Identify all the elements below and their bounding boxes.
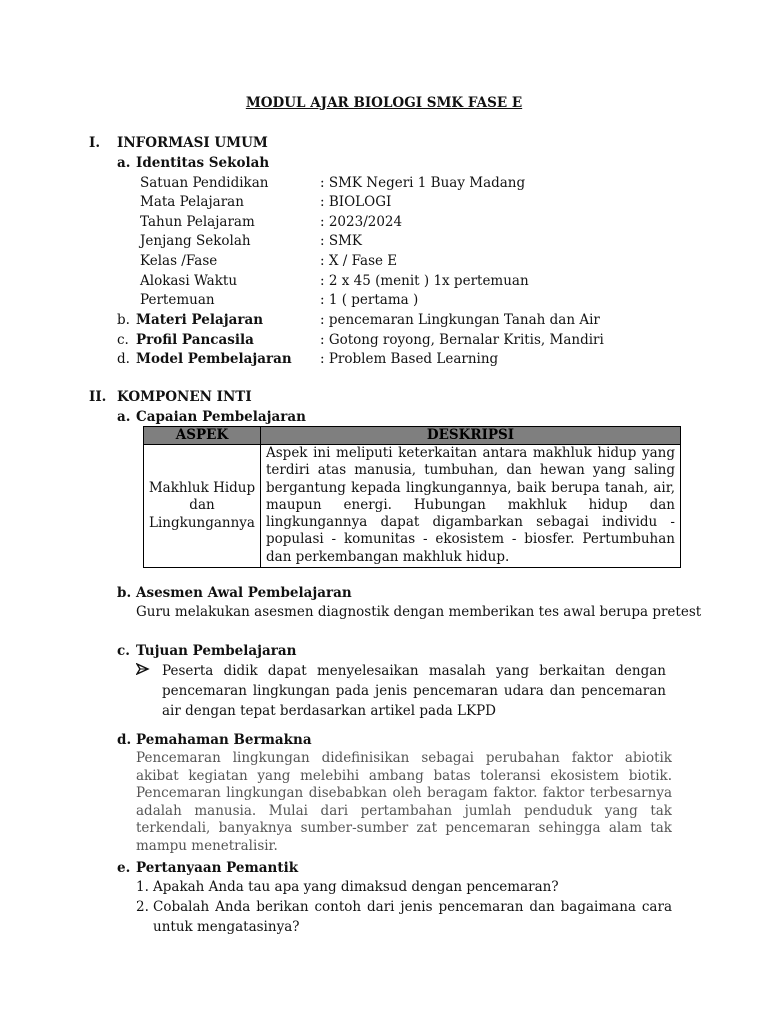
capaian-table [143,426,681,568]
tujuan-text: Peserta didik dapat menyelesaikan masalah yang berkaitan dengan pencemaran lingkungan pada jenis pencemaran udara dan pencemaran air dengan tepat berdasarkan artikel pada LKPD [162,663,666,719]
section-2c-letter: c. [117,643,130,659]
identity-label: Kelas /Fase [140,253,218,269]
section-2c-title: Tujuan Pembelajaran [136,643,297,659]
section-1c-title: Profil Pancasila [136,332,254,348]
identity-label: Alokasi Waktu [140,273,238,289]
identity-label: Satuan Pendidikan [140,175,269,191]
section-1-title: INFORMASI UMUM [117,135,268,151]
question-text: Apakah Anda tau apa yang dimaksud dengan pencemaran? [153,879,559,895]
identity-value: : SMK Negeri 1 Buay Madang [320,175,526,191]
identity-value: : 2023/2024 [320,214,403,230]
section-2e-letter: e. [117,860,131,876]
section-2d-letter: d. [117,732,132,748]
pemahaman-text: Pencemaran lingkungan didefinisikan sebagai perubahan faktor abiotik akibat kegiatan yang melebihi ambang batas toleransi ekosistem biotik. Pencemaran lingkungan disebabkan oleh beragam faktor. faktor terbesarnya adalah manusia. Mulai dari pertambahan jumlah penduduk yang tak terkendali, banyaknya sumber-sumber zat pencemaran sehingga alam tak mampu menetralisir. [136,750,672,854]
section-2a-letter: a. [117,409,131,425]
identity-value: : BIOLOGI [320,194,392,210]
section-1d-value: : Problem Based Learning [320,351,499,367]
section-1a-letter: a. [117,155,131,171]
section-2-title: KOMPONEN INTI [117,389,252,405]
identity-value: : 1 ( pertama ) [320,292,419,308]
section-2e-title: Pertanyaan Pemantik [136,860,299,876]
question-number: 1. [136,879,149,895]
section-1b-value: : pencemaran Lingkungan Tanah dan Air [320,312,600,328]
identity-value: : SMK [320,233,362,249]
question-text: Cobalah Anda berikan contoh dari jenis pencemaran dan bagaimana cara untuk mengatasinya? [153,899,672,935]
table-header-aspek: ASPEK [144,427,261,445]
identity-label: Jenjang Sekolah [140,233,251,249]
section-1b-title: Materi Pelajaran [136,312,264,328]
identity-value: : X / Fase E [320,253,398,269]
section-2a-title: Capaian Pembelajaran [136,409,306,425]
section-1c-letter: c. [117,332,129,348]
identity-value: : 2 x 45 (menit ) 1x pertemuan [320,273,529,289]
document-title: MODUL AJAR BIOLOGI SMK FASE E [245,95,523,111]
section-1d-letter: d. [117,351,130,367]
table-cell-aspek: Makhluk Hidup dan Lingkungannya [144,445,261,568]
section-1b-letter: b. [117,312,130,328]
identity-label: Mata Pelajaran [140,194,244,210]
section-2b-title: Asesmen Awal Pembelajaran [136,585,352,601]
section-1c-value: : Gotong royong, Bernalar Kritis, Mandiri [320,332,604,348]
section-2b-letter: b. [117,585,132,601]
table-header-row [144,427,681,445]
identity-label: Pertemuan [140,292,215,308]
identity-label: Tahun Pelajaram [140,214,255,230]
section-1d-title: Model Pembelajaran [136,351,292,367]
section-2d-title: Pemahaman Bermakna [136,732,312,748]
section-1a-title: Identitas Sekolah [136,155,270,171]
question-number: 2. [136,899,149,915]
table-header-deskripsi: DESKRIPSI [261,427,681,445]
table-cell-deskripsi: Aspek ini meliputi keterkaitan antara makhluk hidup yang terdiri atas manusia, tumbuhan, dan hewan yang saling bergantung kepada lingkungannya, baik berupa tanah, air, maupun energi. Hubungan makhluk hidup dan lingkungannya dapat digambarkan sebagai individu - populasi - komunitas - ekosistem - biosfer. Pertumbuhan dan perkembangan makhluk hidup. [261,445,681,568]
arrow-bullet-icon [136,663,150,679]
section-1-number: I. [89,135,101,151]
table-row [144,445,681,568]
section-2-number: II. [89,389,107,405]
asesmen-text: Guru melakukan asesmen diagnostik dengan memberikan tes awal berupa pretest [136,604,702,620]
